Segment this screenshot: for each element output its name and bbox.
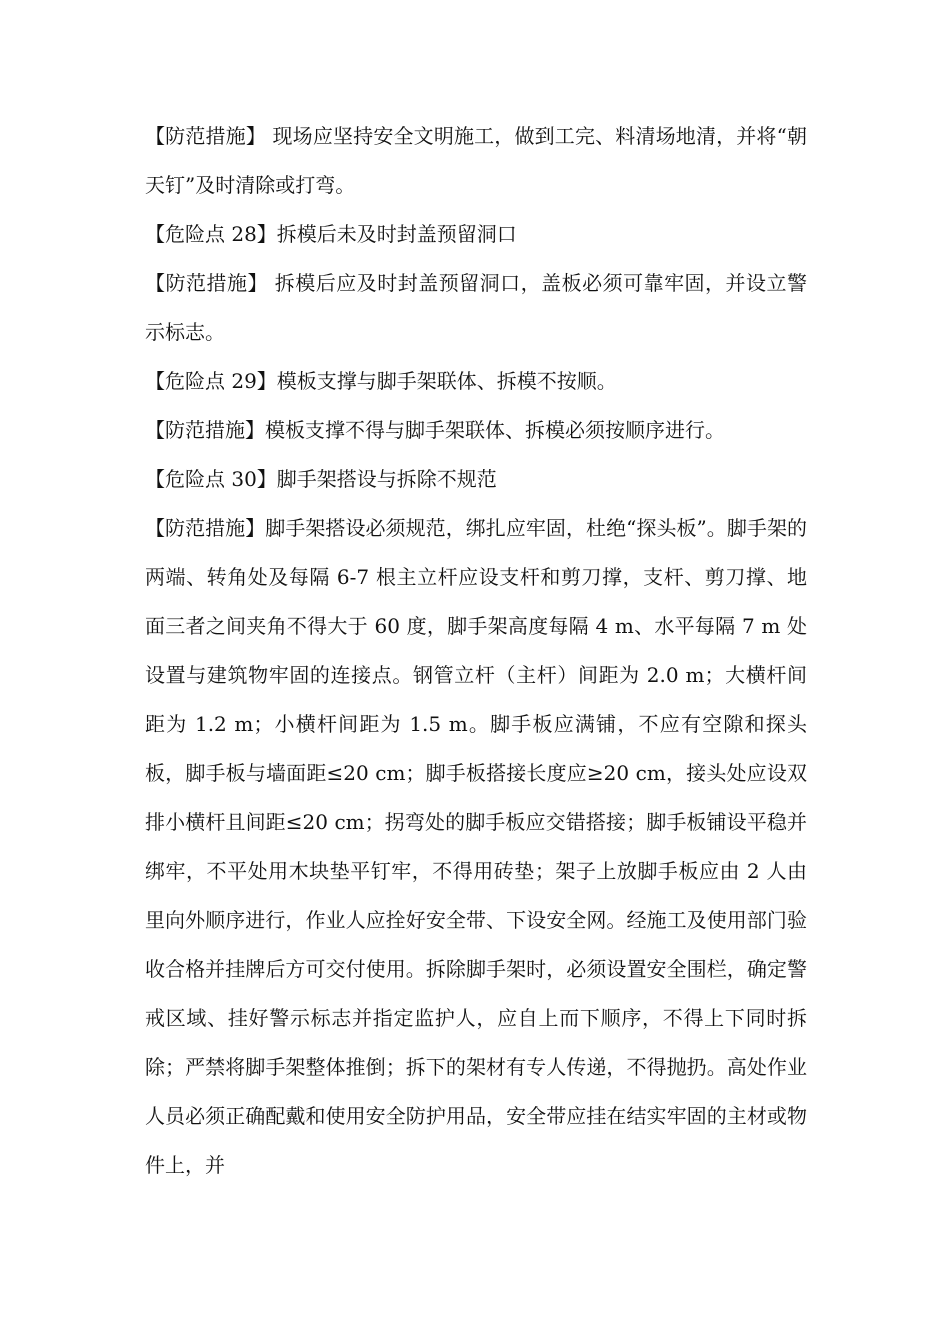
paragraph-prevention-measure-27: 【防范措施】 现场应坚持安全文明施工，做到工完、料清场地清，并将“朝天钉”及时清除或打弯。 bbox=[145, 124, 807, 197]
paragraph-hazard-30: 【危险点 30】脚手架搭设与拆除不规范 bbox=[145, 467, 497, 491]
paragraph-prevention-measure-30: 【防范措施】脚手架搭设必须规范，绑扎应牢固，杜绝“探头板”。脚手架的两端、转角处及每隔 6-7 根主立杆应设支杆和剪刀撑，支杆、剪刀撑、地面三者之间夹角不得大于 60 度，脚手架高度每隔 4 m、水平每隔 7 m 处设置与建筑物牢固的连接点。钢管立杆（主杆）间距为 2.0 m；大横杆间距为 1.2 m；小横杆间距为 1.5 m。脚手板应满铺，不应有空隙和探头板，脚手板与墙面距≤20 cm；脚手板搭接长度应≥20 cm，接头处应设双排小横杆且间距≤20 cm；拐弯处的脚手板应交错搭接；脚手板铺设平稳并绑牢，不平处用木块垫平钉牢，不得用砖垫；架子上放脚手板应由 2 人由里向外顺序进行，作业人应拴好安全带、下设安全网。经施工及使用部门验收合格并挂牌后方可交付使用。拆除脚手架时，必须设置安全围栏，确定警戒区域、挂好警示标志并指定监护人，应自上而下顺序，不得上下同时拆除；严禁将脚手架整体推倒；拆下的架材有专人传递，不得抛扔。高处作业人员必须正确配戴和使用安全防护用品，安全带应挂在结实牢固的主材或物件上，并 bbox=[145, 516, 807, 1177]
paragraph-prevention-measure-28: 【防范措施】 拆模后应及时封盖预留洞口，盖板必须可靠牢固，并设立警示标志。 bbox=[145, 271, 807, 344]
paragraph-hazard-29: 【危险点 29】模板支撑与脚手架联体、拆模不按顺。 bbox=[145, 369, 617, 393]
paragraph-hazard-28: 【危险点 28】拆模后未及时封盖预留洞口 bbox=[145, 222, 517, 246]
paragraph-prevention-measure-29: 【防范措施】模板支撑不得与脚手架联体、拆模必须按顺序进行。 bbox=[145, 418, 725, 442]
document-body bbox=[145, 112, 807, 1190]
